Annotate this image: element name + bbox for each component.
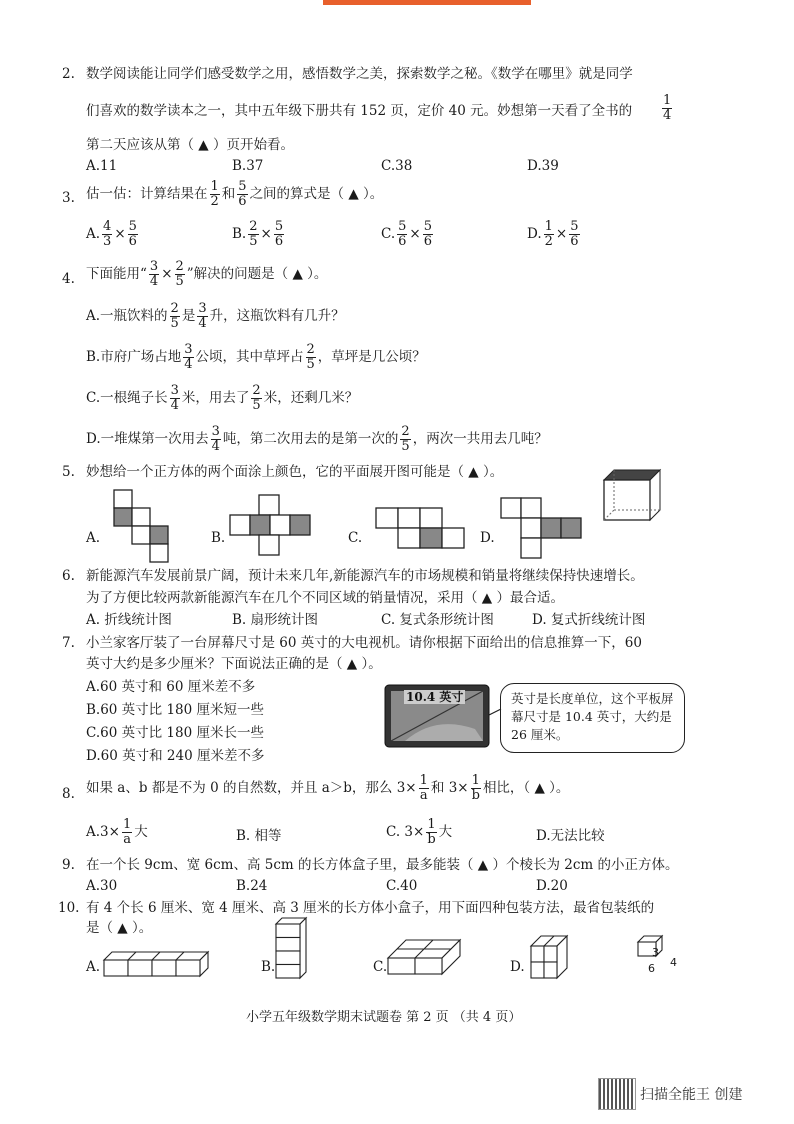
q5-number: 5. (62, 464, 75, 480)
q5-net-b (230, 495, 314, 559)
q9-stem: 在一个长 9cm、宽 6cm、高 5cm 的长方体盒子里，最多能装（ ▲ ）个棱长为 2cm 的小正方体。 (86, 857, 679, 873)
q2-line3: 第二天应该从第（ ▲ ）页开始看。 (86, 137, 294, 153)
q2-option-b: B.37 (232, 158, 264, 174)
q10-packing-a (104, 952, 212, 978)
q9-option-a: A.30 (86, 878, 118, 894)
q4-option-b: B.市府广场占地 $\frac{3}{4}$ 公顷，其中草坪占 $\frac{2}{5}$ ，草坪是几公顷？ (86, 342, 426, 372)
q5-stem: 妙想给一个正方体的两个面涂上颜色，它的平面展开图可能是（ ▲ ）。 (86, 464, 504, 480)
q2-fraction: $\frac{1}{4}$ (663, 93, 672, 123)
tablet-size-label: 10.4 英寸 (406, 690, 464, 704)
q9-option-c: C.40 (386, 878, 418, 894)
q5-net-a (112, 490, 172, 562)
q7-option-c: C.60 英寸比 180 厘米长一些 (86, 725, 264, 741)
q7-option-b: B.60 英寸比 180 厘米短一些 (86, 702, 265, 718)
q7-number: 7. (62, 635, 75, 651)
q10-label-b: B. (261, 959, 276, 975)
header-color-strip (323, 0, 531, 5)
q6-line2: 为了方便比较两款新能源汽车在几个不同区域的销量情况，采用（ ▲ ）最合适。 (86, 590, 564, 606)
q3-option-c: C. $\frac{5}{6}$ × $\frac{5}{6}$ (381, 219, 433, 249)
q6-option-c: C. 复式条形统计图 (381, 612, 494, 628)
q10-line2: 是（ ▲ ）。 (86, 920, 153, 936)
q6-option-b: B. 扇形统计图 (232, 612, 319, 628)
q6-line1: 新能源汽车发展前景广阔，预计未来几年,新能源汽车的市场规模和销量将继续保持快速增长。 (86, 568, 644, 584)
q10-number: 10. (58, 900, 80, 916)
scanner-logo (598, 1078, 636, 1110)
q3-stem: 估一估：计算结果在 $\frac{1}{2}$ 和 $\frac{5}{6}$ 之间的算式是（ ▲ ）。 (86, 179, 384, 209)
q8-option-a: A.3× $\frac{1}{a}$ 大 (86, 817, 148, 847)
q5-label-c: C. (348, 530, 363, 546)
q10-packing-d (531, 936, 571, 980)
q7-option-d: D.60 英寸和 240 厘米差不多 (86, 748, 265, 764)
q4-option-d: D.一堆煤第一次用去 $\frac{3}{4}$ 吨，第二次用去的是第一次的 $\frac{2}{5}$ ，两次一共用去几吨？ (86, 424, 548, 454)
q2-option-a: A.11 (86, 158, 118, 174)
q10-label-a: A. (86, 959, 101, 975)
q2-number: 2. (62, 66, 75, 82)
q7-line2: 英寸大约是多少厘米？下面说法正确的是（ ▲ ）。 (86, 656, 382, 672)
q4-number: 4. (62, 271, 75, 287)
q2-line2: 们喜欢的数学读本之一，其中五年级下册共有 152 页，定价 40 元。妙想第一天看了全书的 (86, 103, 633, 119)
q7-line1: 小兰家客厅装了一台屏幕尺寸是 60 英寸的大电视机。请你根据下面给出的信息推算一下，60 (86, 635, 642, 651)
q3-option-a: A. $\frac{4}{3}$ × $\frac{5}{6}$ (86, 219, 137, 249)
scanner-watermark: 扫描全能王 创建 (640, 1087, 743, 1103)
q3-number: 3. (62, 190, 75, 206)
q2-option-d: D.39 (527, 158, 559, 174)
page-footer: 小学五年级数学期末试题卷 第 2 页 （共 4 页） (246, 1010, 522, 1025)
box-dim-height: 3 (652, 946, 659, 959)
q5-net-d (501, 498, 585, 562)
q10-label-d: D. (510, 959, 525, 975)
q5-label-a: A. (86, 530, 101, 546)
q8-stem: 如果 a、b 都是不为 0 的自然数，并且 a＞b，那么 3× $\frac{1}{a}$ 和 3× $\frac{1}{b}$ 相比，（ ▲ ）。 (86, 773, 570, 803)
q10-packing-b (276, 918, 310, 980)
q3-option-b: B. $\frac{2}{5}$ × $\frac{5}{6}$ (232, 219, 284, 249)
q8-option-b: B. 相等 (236, 828, 282, 844)
q8-option-c: C. 3× $\frac{1}{b}$ 大 (386, 817, 453, 847)
q9-option-d: D.20 (536, 878, 568, 894)
q5-label-b: B. (211, 530, 226, 546)
q6-option-a: A. 折线统计图 (86, 612, 172, 628)
q10-label-c: C. (373, 959, 388, 975)
q8-option-d: D.无法比较 (536, 828, 605, 844)
box-dim-length: 6 (648, 962, 655, 975)
q9-number: 9. (62, 857, 75, 873)
q2-line1: 数学阅读能让同学们感受数学之用，感悟数学之美，探索数学之秘。《数学在哪里》就是同学 (86, 66, 633, 82)
q5-net-c (376, 508, 464, 558)
q6-number: 6. (62, 568, 75, 584)
q7-option-a: A.60 英寸和 60 厘米差不多 (86, 679, 256, 695)
q2-option-c: C.38 (381, 158, 413, 174)
q5-label-d: D. (480, 530, 495, 546)
q5-cube-illustration (604, 470, 664, 522)
q9-option-b: B.24 (236, 878, 268, 894)
q7-info-callout: 英寸是长度单位，这个平板屏幕尺寸是 10.4 英寸，大约是 26 厘米。 (500, 683, 685, 753)
q10-packing-c (388, 940, 464, 978)
q8-number: 8. (62, 786, 75, 802)
q4-option-a: A.一瓶饮料的 $\frac{2}{5}$ 是 $\frac{3}{4}$ 升，这瓶饮料有几升？ (86, 301, 345, 331)
q4-option-c: C.一根绳子长 $\frac{3}{4}$ 米，用去了 $\frac{2}{5}$ 米，还剩几米？ (86, 383, 359, 413)
q3-option-d: D. $\frac{1}{2}$ × $\frac{5}{6}$ (527, 219, 579, 249)
q6-option-d: D. 复式折线统计图 (532, 612, 646, 628)
q4-stem: 下面能用“ $\frac{3}{4}$ × $\frac{2}{5}$ ”解决的问题是（ ▲ ）。 (86, 259, 328, 289)
box-dim-width: 4 (670, 956, 677, 969)
q10-line1: 有 4 个长 6 厘米、宽 4 厘米、高 3 厘米的长方体小盒子，用下面四种包装方法，最省包装纸的 (86, 900, 655, 916)
